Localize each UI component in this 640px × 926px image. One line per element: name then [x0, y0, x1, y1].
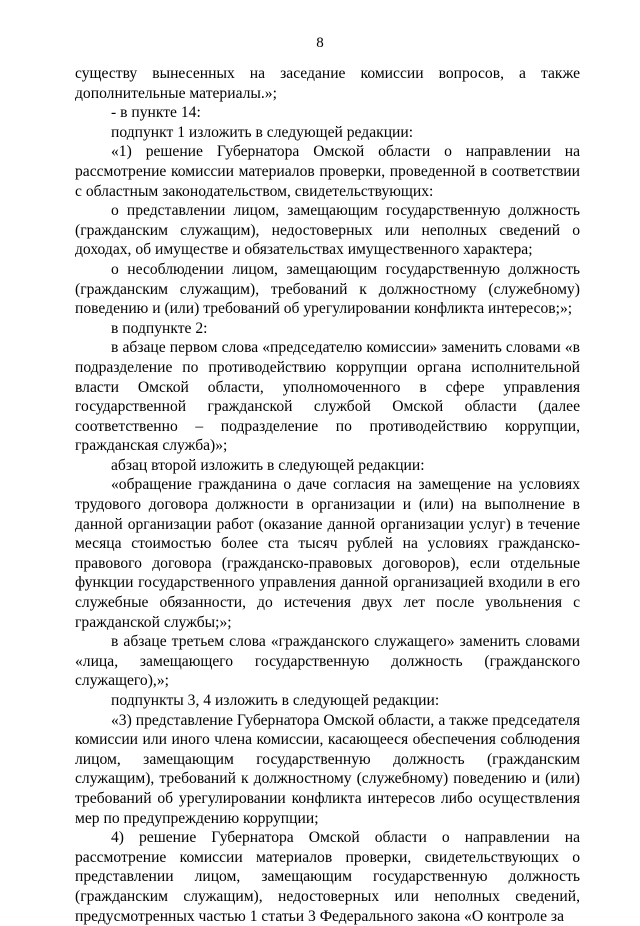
paragraph-subitem-1-text: «1) решение Губернатора Омской области о направлении на рассмотрение комиссии материалов проверки, проведенной в соответствии с областным законодательством, свидетельствующих:	[75, 143, 580, 200]
paragraph-false-info: о представлении лицом, замещающим государственную должность (гражданским служащим), недостоверных или неполных сведений о доходах, об имуществе и обязательствах имущественного характера;	[75, 202, 580, 259]
paragraph-subitem-3: «3) представление Губернатора Омской области, а также председателя комиссии или иного члена комиссии, касающееся обеспечения соблюдения лицом, замещающим государственную должность (гражданским служащим), требований к должностному (служебному) поведению и (или) требований об урегулировании конфликта интересов либо осуществления мер по предупреждению коррупции;	[75, 711, 580, 827]
paragraph-noncompliance: о несоблюдении лицом, замещающим государственную должность (гражданским служащим), требований к должностному (служебному) поведению и (или) требований об урегулировании конфликта интересов;»;	[75, 260, 580, 318]
paragraph-abzats-1: в абзаце первом слова «председателю комиссии» заменить словами «в подразделение по противодействию коррупции органа исполнительной власти Омской области, уполномоченного в сфере управления государственной гражданской службой Омской области (далее соответственно – подразделение по противодействию коррупции, гражданская служба)»;	[75, 339, 580, 455]
paragraph-subitems-3-4-heading: подпункты 3, 4 изложить в следующей редакции:	[111, 692, 440, 709]
page-number: 8	[316, 35, 324, 51]
paragraph-subitem-2-heading: в подпункте 2:	[111, 319, 208, 337]
paragraph-item-14: - в пункте 14:	[111, 104, 201, 122]
paragraph-citizen-appeal: «обращение гражданина о даче согласия на замещение на условиях трудового договора должности в организации и (или) на выполнение в данной организации работ (оказание данной организации услуг) в течение месяца стоимостью более ста тысяч рублей на условиях гражданско-правового договора (гражданско-правовых договоров), если отдельные функции государственного управления данной организацией входили в его служебные обязанности, до истечения двух лет после увольнения с гражданской службы;»;	[75, 476, 580, 631]
paragraph-continuation: существу вынесенных на заседание комиссии вопросов, а также дополнительные материалы.»;	[75, 65, 580, 102]
paragraph-subitem-4: 4) решение Губернатора Омской области о направлении на рассмотрение комиссии материалов проверки, свидетельствующих о представлении лицом, замещающим государственную должность (гражданским служащим), недостоверных или неполных сведений, предусмотренных частью 1 статьи 3 Федерального закона «О контроле за	[75, 829, 580, 925]
paragraph-abzats-3: в абзаце третьем слова «гражданского служащего» заменить словами «лица, замещающего государственную должность (гражданского служащего),»;	[75, 633, 580, 690]
paragraph-subitem-1-heading: подпункт 1 изложить в следующей редакции:	[111, 123, 414, 141]
paragraph-abzats-2-heading: абзац второй изложить в следующей редакции:	[111, 456, 425, 474]
document-body	[75, 64, 580, 926]
